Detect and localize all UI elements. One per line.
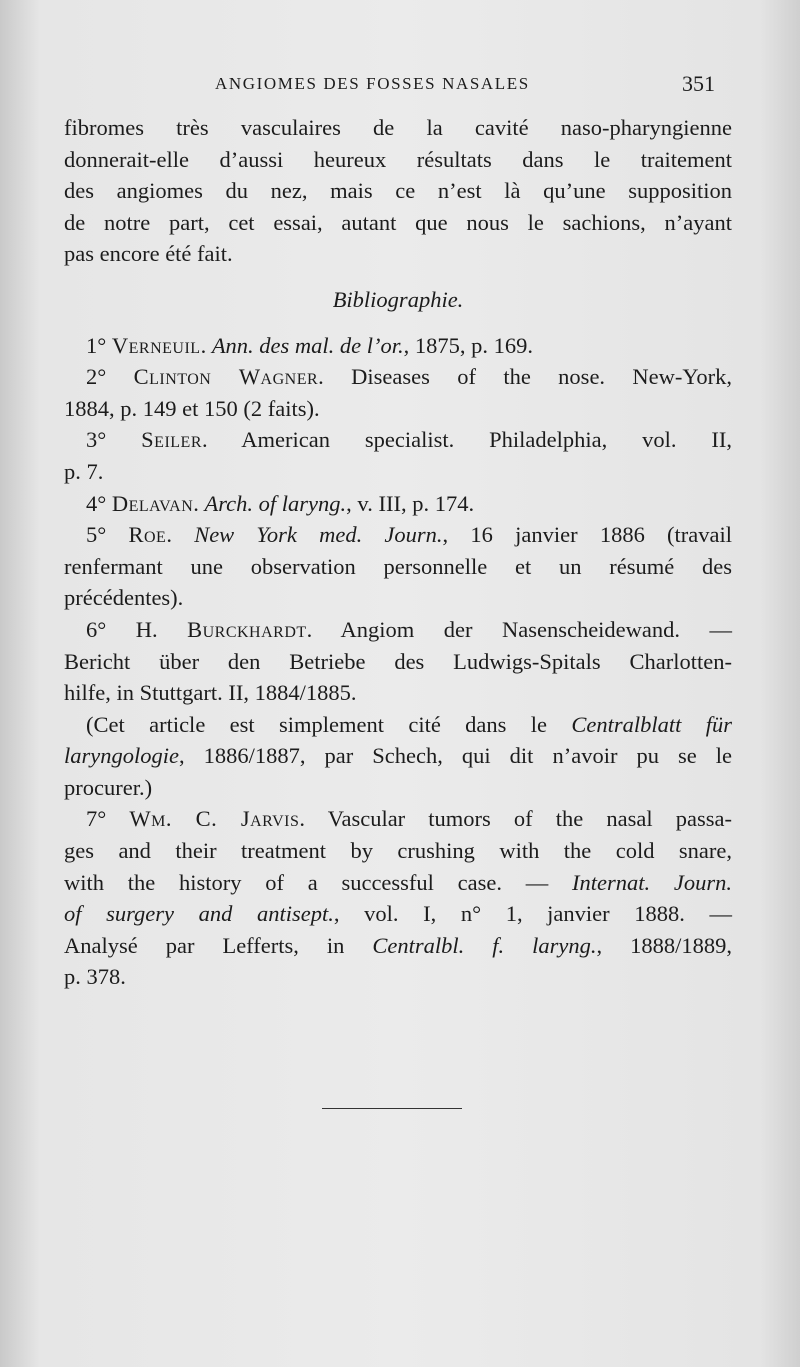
reference-5: 5° Roe. New York med. Journ., 16 janvier 1886 (travail: [86, 522, 733, 548]
reference-7-cont: of surgery and antisept., vol. I, n° 1, janvier 1888. —: [64, 901, 732, 927]
page-header: [0, 71, 800, 104]
reference-7-cont: with the history of a successful case. — Internat. Journ.: [64, 869, 732, 895]
intro-line: pas encore été fait.: [64, 241, 233, 267]
reference-2-cont: 1884, p. 149 et 150 (2 faits).: [64, 395, 320, 421]
reference-6-note: (Cet article est simplement cité dans le Centralblatt für: [86, 711, 732, 737]
reference-6-note: laryngologie, 1886/1887, par Schech, qui dit n’avoir pu se le: [64, 743, 732, 769]
intro-line: fibromes très vasculaires de la cavité naso-pharyngienne: [64, 115, 732, 140]
reference-5-cont: précédentes).: [64, 585, 184, 611]
reference-7-cont: p. 378.: [64, 964, 126, 990]
reference-6: 6° H. Burckhardt. Angiom der Nasenscheidewand. —: [86, 616, 733, 642]
body-text: [64, 112, 732, 993]
reference-1: 1° Verneuil. Ann. des mal. de l’or., 1875, p. 169.: [86, 332, 534, 358]
reference-3: 3° Seiler. American specialist. Philadelphia, vol. II,: [86, 427, 733, 453]
intro-line: donnerait-elle d’aussi heureux résultats dans le traitement: [64, 146, 732, 172]
reference-7-cont: ges and their treatment by crushing with the cold snare,: [64, 838, 732, 864]
intro-line: de notre part, cet essai, autant que nous le sachions, n’ayant: [64, 209, 732, 235]
reference-6-cont: hilfe, in Stuttgart. II, 1884/1885.: [64, 680, 357, 706]
page-number: 351: [682, 71, 715, 96]
reference-6-note: procurer.): [64, 774, 153, 800]
section-title: Bibliographie.: [332, 286, 464, 312]
reference-7-cont: Analysé par Lefferts, in Centralbl. f. laryng., 1888/1889,: [64, 932, 732, 958]
reference-5-cont: renfermant une observation personnelle et un résumé des: [64, 553, 732, 579]
running-title: ANGIOMES DES FOSSES NASALES: [215, 74, 530, 93]
reference-4: 4° Delavan. Arch. of laryng., v. III, p. 174.: [86, 490, 475, 516]
reference-2: 2° Clinton Wagner. Diseases of the nose. New-York,: [86, 364, 732, 390]
reference-6-cont: Bericht über den Betriebe des Ludwigs-Spitals Charlotten-: [64, 648, 732, 674]
intro-line: des angiomes du nez, mais ce n’est là qu’une supposition: [64, 178, 732, 204]
reference-7: 7° Wm. C. Jarvis. Vascular tumors of the nasal passa-: [86, 806, 733, 832]
end-rule: [322, 1108, 462, 1109]
reference-3-cont: p. 7.: [64, 458, 104, 484]
